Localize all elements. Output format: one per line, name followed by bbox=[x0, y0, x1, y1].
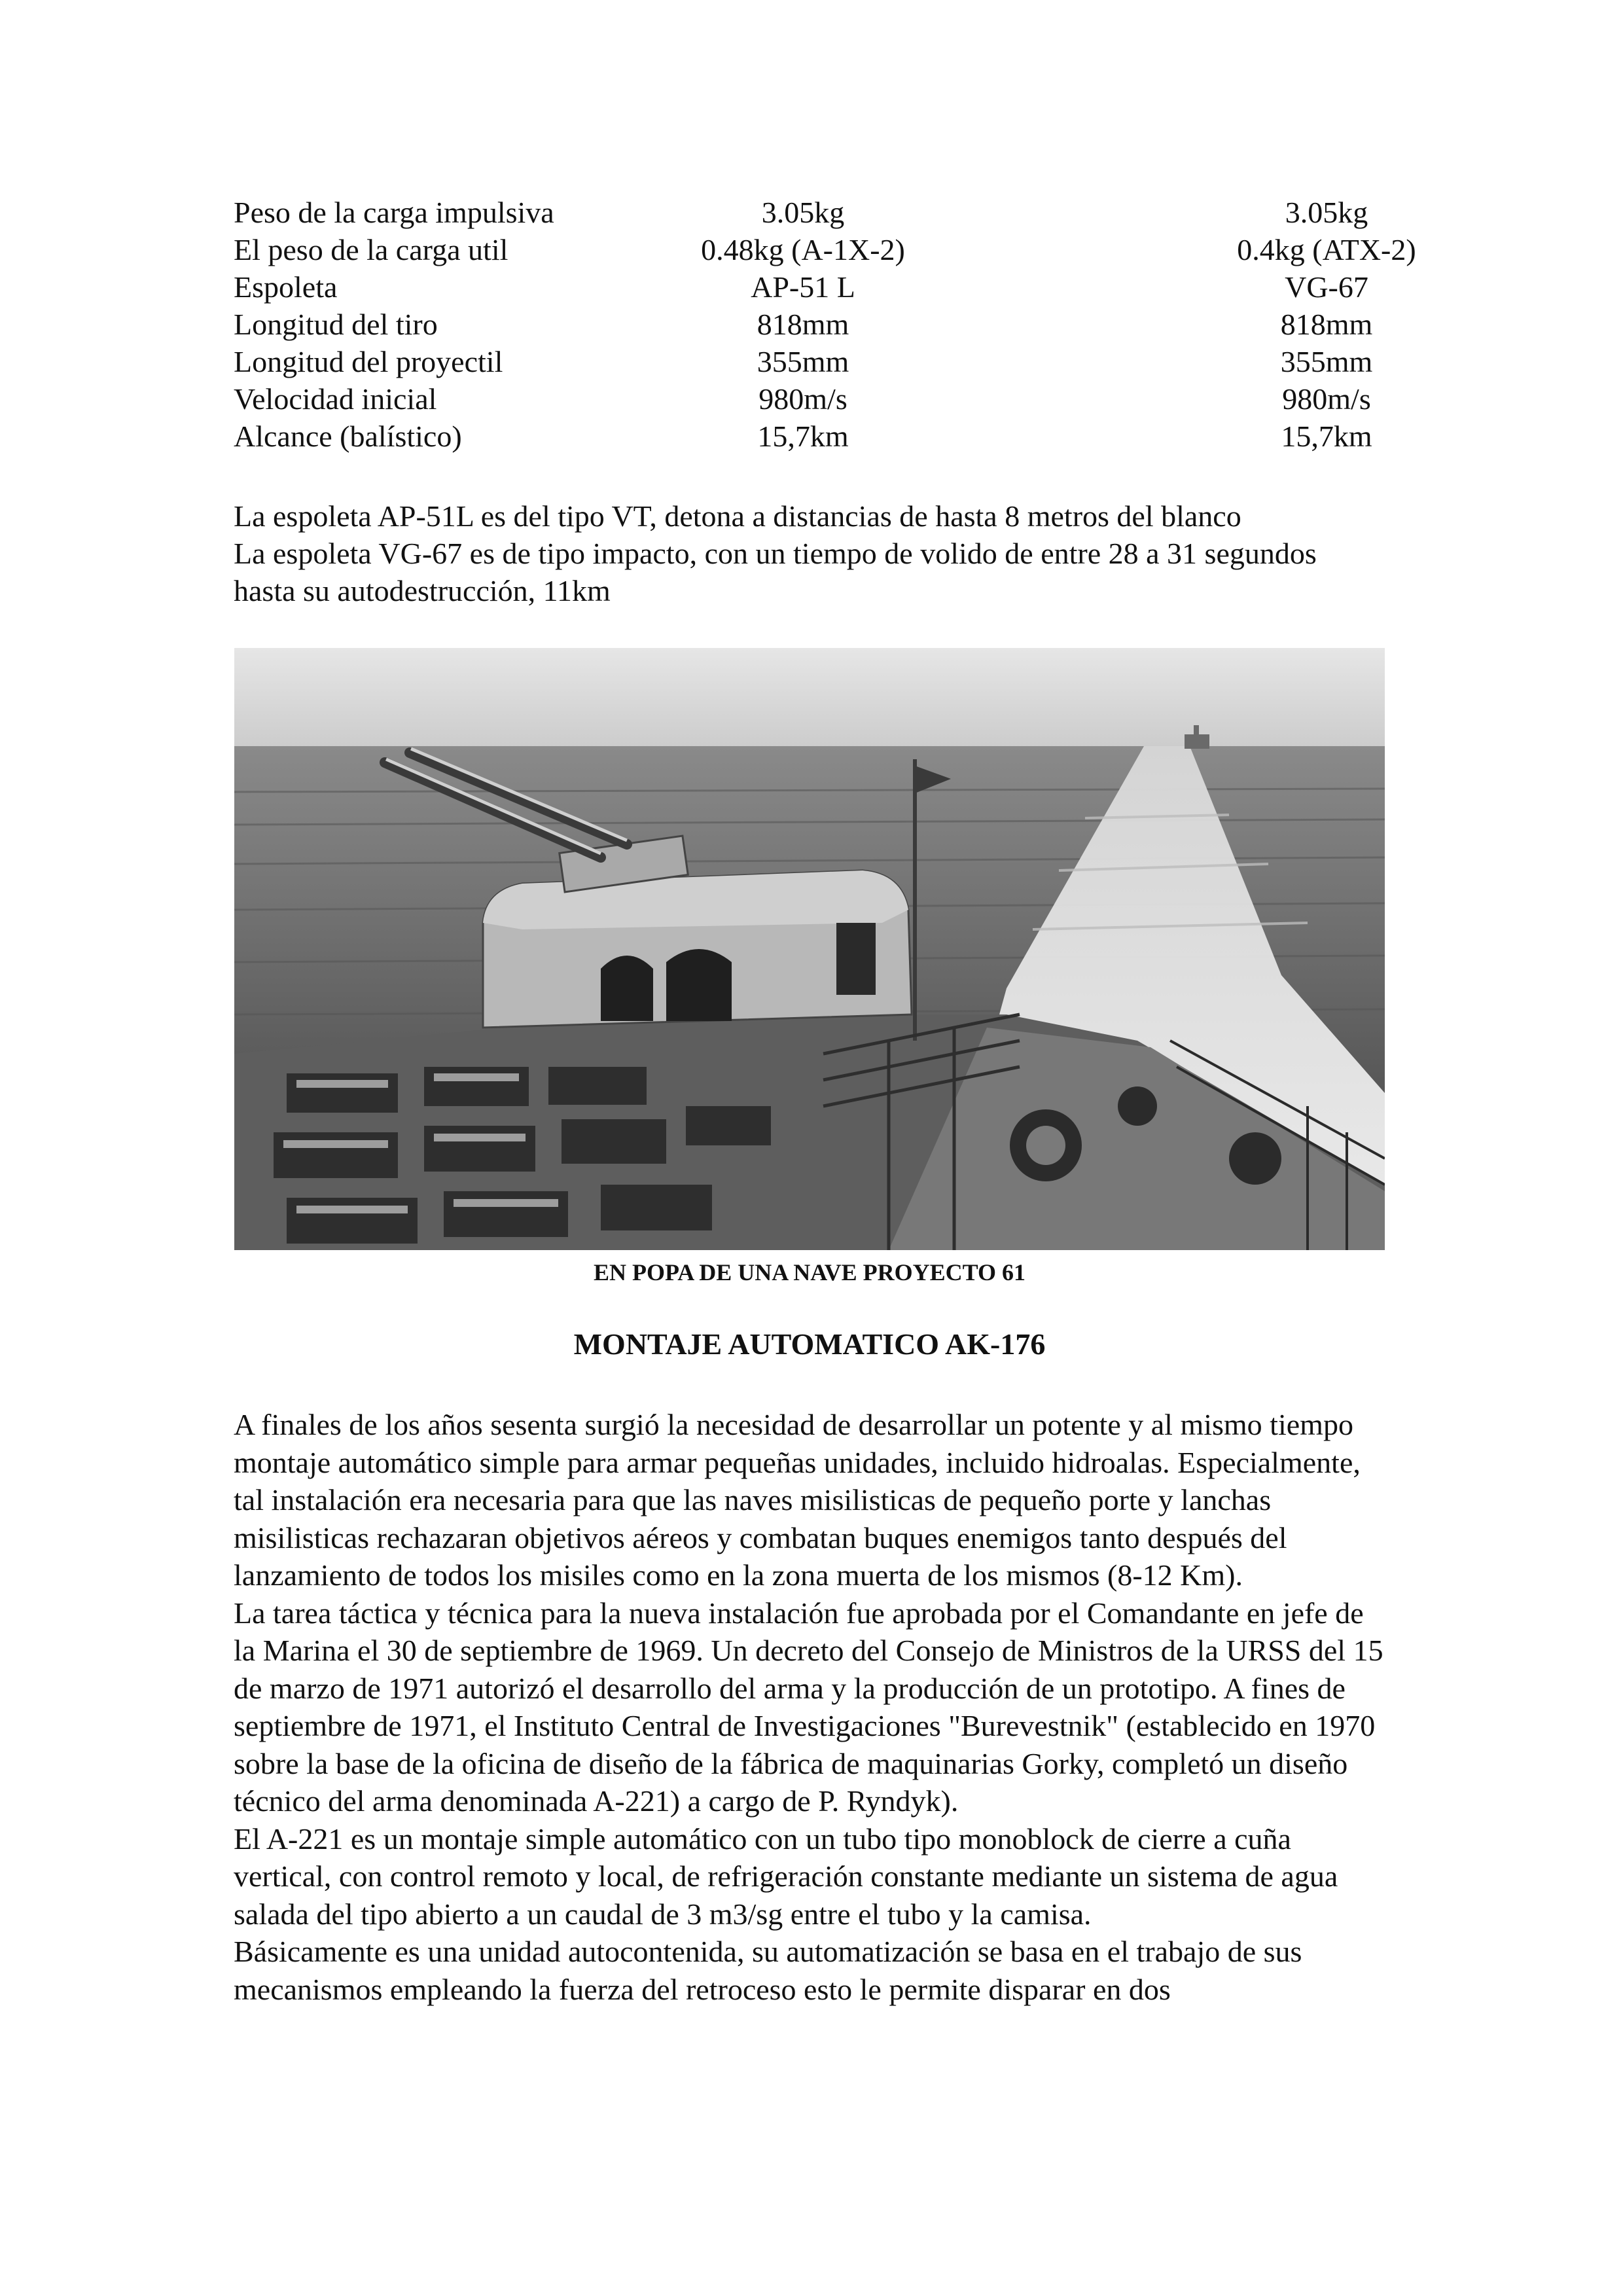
spec-row bbox=[234, 268, 1385, 306]
spec-value-a: 355mm bbox=[757, 345, 849, 378]
paragraph: El A-221 es un montaje simple automático con un tubo tipo monoblock de cierre a cuña vertical, con control remoto y local, de refrigeración constante mediante un sistema de agua salada del tipo abierto a un caudal de 3 m3/sg entre el tubo y la camisa. bbox=[234, 1821, 1338, 1931]
spec-value-b: 980m/s bbox=[1282, 382, 1371, 416]
spec-value-b: 818mm bbox=[1280, 308, 1373, 341]
photo-caption: EN POPA DE UNA NAVE PROYECTO 61 bbox=[593, 1259, 1026, 1285]
spec-row bbox=[234, 194, 1385, 231]
spec-label: Longitud del proyectil bbox=[234, 345, 503, 378]
spec-value-a: 818mm bbox=[757, 308, 849, 341]
body-text bbox=[234, 1406, 1385, 2008]
spec-label: Peso de la carga impulsiva bbox=[234, 196, 554, 229]
spec-row bbox=[234, 343, 1385, 380]
spec-row bbox=[234, 231, 1416, 268]
spec-row bbox=[234, 418, 1385, 455]
spec-row bbox=[234, 306, 1385, 343]
spec-value-b: 15,7km bbox=[1281, 420, 1372, 453]
spec-value-a: 15,7km bbox=[757, 420, 849, 453]
spec-value-a: 3.05kg bbox=[761, 196, 845, 229]
spec-label: Velocidad inicial bbox=[234, 382, 437, 416]
fuze-note-ap51l: La espoleta AP-51L es del tipo VT, detona a distancias de hasta 8 metros del blanco bbox=[234, 499, 1241, 533]
fuze-note-vg67: La espoleta VG-67 es de tipo impacto, con un tiempo de volido de entre 28 a 31 segundos hasta su autodestrucción, 11km bbox=[234, 537, 1317, 607]
section-title: MONTAJE AUTOMATICO AK-176 bbox=[573, 1327, 1046, 1361]
spec-label: Espoleta bbox=[234, 270, 338, 304]
ship-stern-photo bbox=[234, 648, 1385, 1250]
spec-value-b: VG-67 bbox=[1285, 270, 1368, 304]
spec-label: Longitud del tiro bbox=[234, 308, 438, 341]
spec-value-b: 3.05kg bbox=[1285, 196, 1368, 229]
spec-value-a: 0.48kg (A-1X-2) bbox=[701, 233, 905, 266]
spec-table bbox=[234, 194, 1416, 455]
spec-value-a: 980m/s bbox=[758, 382, 847, 416]
spec-value-a: AP-51 L bbox=[751, 270, 855, 304]
paragraph: La tarea táctica y técnica para la nueva instalación fue aprobada por el Comandante en jefe de la Marina el 30 de septiembre de 1969. Un decreto del Consejo de Ministros de la URSS del 15 de marzo de 1971 autorizó el desarrollo del arma y la producción de un prototipo. A fines de septiembre de 1971, el Instituto Central de Investigaciones "Burevestnik" (establecido en 1970 sobre la base de la oficina de diseño de la fábrica de maquinarias Gorky, completó un diseño técnico del arma denominada A-221) a cargo de P. Ryndyk). bbox=[234, 1596, 1383, 1818]
spec-label: Alcance (balístico) bbox=[234, 420, 462, 453]
spec-row bbox=[234, 380, 1385, 418]
spec-label: El peso de la carga util bbox=[234, 233, 508, 266]
paragraph: A finales de los años sesenta surgió la necesidad de desarrollar un potente y al mismo tiempo montaje automático simple para armar pequeñas unidades, incluido hidroalas. Especialmente, tal instalación era necesaria para que las naves misilisticas de pequeño porte y lanchas misilisticas rechazaran objetivos aéreos y combatan buques enemigos tanto después del lanzamiento de todos los misiles como en la zona muerta de los mismos (8-12 Km). bbox=[234, 1408, 1361, 1592]
spec-value-b: 0.4kg (ATX-2) bbox=[1237, 233, 1416, 266]
paragraph: Básicamente es una unidad autocontenida, su automatización se basa en el trabajo de sus mecanismos empleando la fuerza del retroceso esto le permite disparar en dos bbox=[234, 1935, 1302, 2006]
fuze-notes bbox=[234, 497, 1385, 609]
spec-value-b: 355mm bbox=[1280, 345, 1373, 378]
